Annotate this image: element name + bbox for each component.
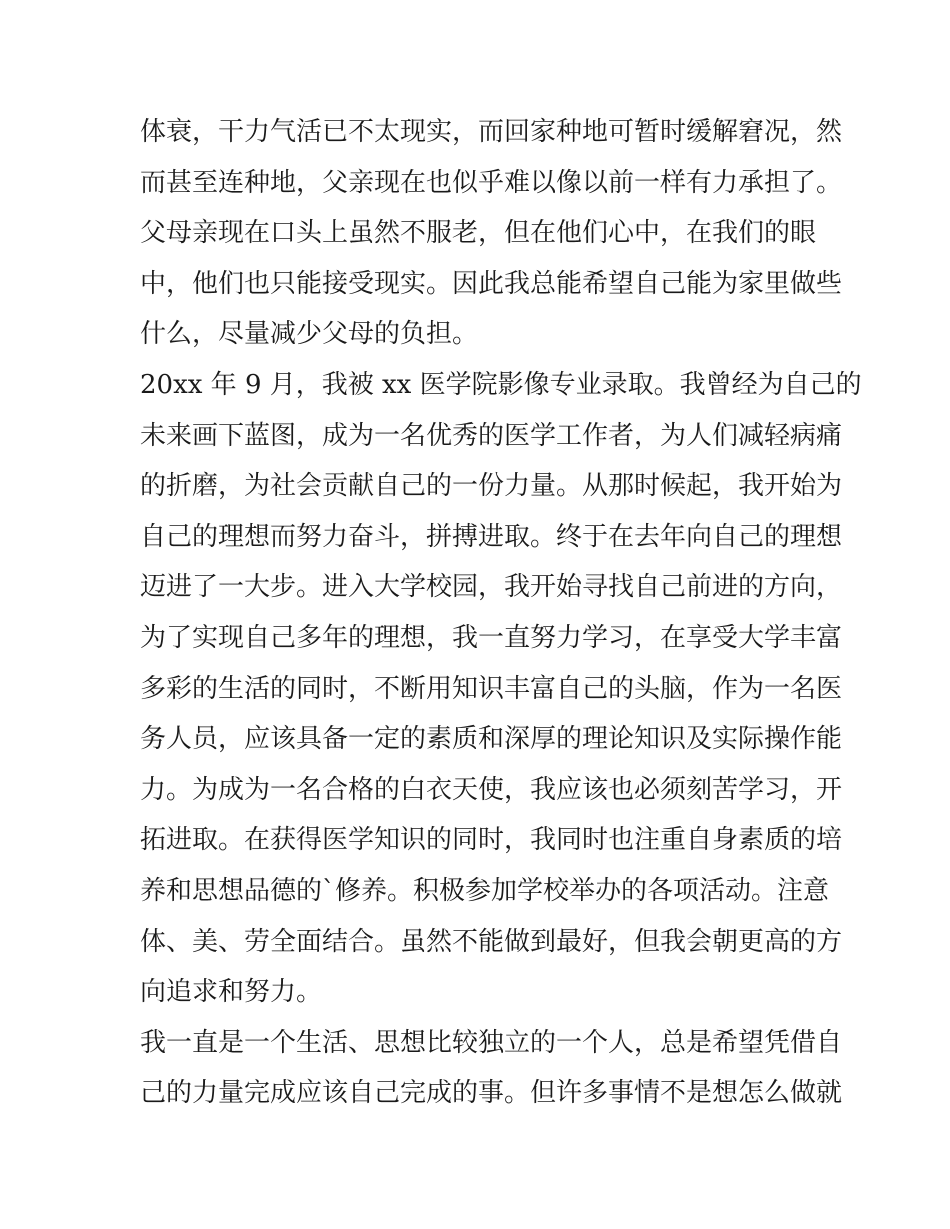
text-line: 父母亲现在口头上虽然不服老，但在他们心中，在我们的眼 xyxy=(140,218,817,249)
text-line: 的折磨，为社会贡献自己的一份力量。从那时候起，我开始为 xyxy=(140,471,843,502)
text-line: 养和思想品德的`修养。积极参加学校举办的各项活动。注意 xyxy=(140,875,830,906)
text-line: 自己的理想而努力奋斗，拼搏进取。终于在去年向自己的理想 xyxy=(140,521,843,552)
text-line: 未来画下蓝图，成为一名优秀的医学工作者，为人们减轻病痛 xyxy=(140,420,843,451)
text-line: 为了实现自己多年的理想，我一直努力学习，在享受大学丰富 xyxy=(140,622,843,653)
body-text xyxy=(140,107,862,1119)
text-line: 多彩的生活的同时，不断用知识丰富自己的头脑，作为一名医 xyxy=(140,673,843,704)
text-line: 己的力量完成应该自己完成的事。但许多事情不是想怎么做就 xyxy=(140,1078,843,1109)
text-line: 什么，尽量减少父母的负担。 xyxy=(140,319,479,350)
text-line: 中，他们也只能接受现实。因此我总能希望自己能为家里做些 xyxy=(140,268,843,299)
text-line: 拓进取。在获得医学知识的同时，我同时也注重自身素质的培 xyxy=(140,825,843,856)
text-line: 向追求和努力。 xyxy=(140,977,323,1008)
text-line: 体、美、劳全面结合。虽然不能做到最好，但我会朝更高的方 xyxy=(140,926,843,957)
text-line: 迈进了一大步。进入大学校园，我开始寻找自己前进的方向， xyxy=(140,572,843,603)
text-line: 务人员，应该具备一定的素质和深厚的理论知识及实际操作能 xyxy=(140,724,843,755)
text-line: 我一直是一个生活、思想比较独立的一个人，总是希望凭借自 xyxy=(140,1027,843,1058)
text-line: 20xx 年 9 月，我被 xx 医学院影像专业录取。我曾经为自己的 xyxy=(140,369,862,400)
text-line: 体衰，干力气活已不太现实，而回家种地可暂时缓解窘况，然 xyxy=(140,117,843,147)
text-line: 力。为成为一名合格的白衣天使，我应该也必须刻苦学习，开 xyxy=(140,774,843,805)
text-line: 而甚至连种地，父亲现在也似乎难以像以前一样有力承担了。 xyxy=(140,167,843,198)
